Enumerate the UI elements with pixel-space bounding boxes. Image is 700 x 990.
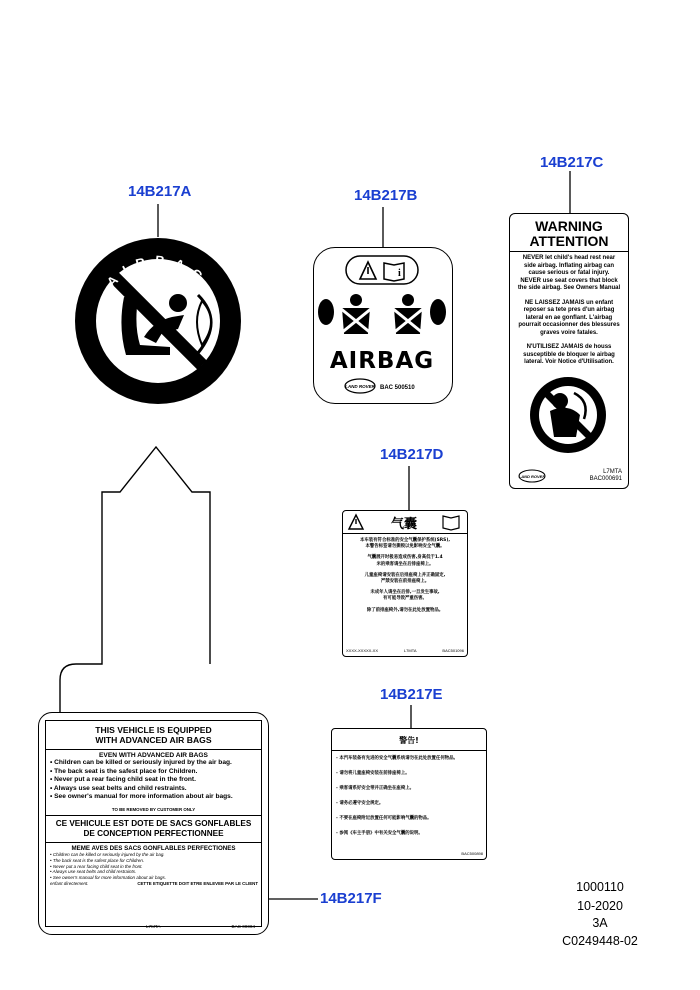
label-f-fr-bullet: • See owner's manual for more information about air bags. bbox=[50, 875, 166, 881]
label-f-inner bbox=[45, 720, 262, 927]
label-e-line: - 乘客请系好安全带并正确坐在座椅上。 bbox=[336, 786, 414, 791]
label-d-line: 除了前排座椅外,请勿在此处放置物品。 bbox=[366, 607, 444, 613]
label-f-fr-bullet: • Children can be killed or seriously injured by the air bag. bbox=[50, 851, 165, 857]
callout-14b217b: 14B217B bbox=[354, 187, 418, 204]
label-c-en-line: the side airbag. See Owners Manual bbox=[517, 285, 621, 291]
callout-14b217a: 14B217A bbox=[128, 183, 192, 200]
label-c-fr-line: pourrait occasionner des blessures bbox=[518, 322, 620, 328]
label-c-english-text bbox=[510, 255, 628, 293]
doc-info-line-2: 10-2020 bbox=[577, 899, 623, 913]
label-c-french-text-2 bbox=[510, 344, 628, 367]
label-c-en-line: NEVER use seat covers that block bbox=[520, 277, 618, 284]
label-f-title-line: WITH ADVANCED AIR BAGS bbox=[95, 735, 212, 745]
label-d-footer-mid: L7MTA bbox=[403, 648, 417, 653]
label-f-fr-title-line: CE VEHICULE EST DOTE DE SACS GONFLABLES bbox=[55, 818, 252, 828]
label-d-footer bbox=[346, 648, 464, 653]
label-f-fr-bullet: • The back seat is the safest place for Children. bbox=[50, 857, 145, 863]
label-f-bullets bbox=[46, 759, 261, 802]
label-14b217e bbox=[331, 728, 487, 860]
label-f-fr-bullet: • Never put a rear facing child seat in the front. bbox=[50, 863, 143, 869]
label-f-fr-bullets bbox=[46, 852, 261, 887]
callout-14b217e: 14B217E bbox=[380, 686, 443, 703]
label-d-line: 本车装有符合标准的安全气囊保护系统(SRS), bbox=[359, 538, 451, 543]
label-f-bullet: • See owner's manual for more information about air bags. bbox=[50, 793, 233, 801]
label-f-removed-en: TO BE REMOVED BY CUSTOMER ONLY bbox=[111, 806, 196, 812]
callout-14b217c: 14B217C bbox=[540, 154, 604, 171]
label-f-title-line: THIS VEHICLE IS EQUIPPED bbox=[95, 725, 212, 735]
label-c-footer bbox=[510, 465, 627, 485]
label-d-line: 严禁安装在前排座椅上。 bbox=[380, 579, 430, 585]
label-c-en-line: side airbag. Inflating airbag can bbox=[523, 262, 615, 269]
label-d-line: 气囊展开时极易造成伤害,身高低于1.4 bbox=[367, 555, 443, 561]
label-f-title bbox=[46, 725, 261, 745]
label-c-fr-line: graves voire fatales. bbox=[540, 329, 598, 336]
label-c-code-2: BAC000691 bbox=[589, 476, 622, 482]
label-d-line: 本警告标签请勿撕毁以免影响安全气囊。 bbox=[365, 544, 445, 550]
label-e-header: 警告! bbox=[399, 736, 419, 745]
label-c-fr-line: susceptible de bloquer le airbag bbox=[523, 351, 615, 358]
label-f-fr-title bbox=[46, 819, 261, 839]
label-f-removed-fr: CETTE ETIQUETTE DOIT ETRE ENLEVEE PAR LE CLIENT bbox=[137, 880, 258, 886]
label-c-title-warning: WARNING bbox=[535, 218, 603, 234]
label-c-fr-line: N'UTILISEZ JAMAIS de houss bbox=[526, 344, 612, 350]
label-b-part-no: BAC 500510 bbox=[380, 385, 415, 391]
label-14b217f bbox=[38, 712, 269, 935]
doc-info-line-1: 1000110 bbox=[576, 880, 624, 894]
callout-14b217d: 14B217D bbox=[380, 446, 444, 463]
label-c-en-line: NEVER let child's head rest near bbox=[522, 255, 616, 261]
label-14b217b bbox=[313, 247, 453, 404]
label-c-en-line: cause serious or fatal injury. bbox=[528, 270, 610, 276]
label-c-french-text-1 bbox=[510, 300, 628, 338]
label-b-graphic bbox=[314, 248, 451, 402]
label-c-fr-line: reposer sa tete pres d'un airbag bbox=[523, 307, 615, 313]
label-f-code-1: L7MTA bbox=[146, 924, 161, 929]
label-a-ring-text: AIRBAG bbox=[103, 252, 213, 290]
label-b-airbag-text: AIRBAG bbox=[329, 348, 435, 374]
airbag-circle-graphic bbox=[74, 237, 242, 405]
label-e-line: - 不要在座椅附近放置任何可能影响气囊的物品。 bbox=[336, 816, 432, 821]
label-f-fr-bullet-text: enfant directement. bbox=[50, 880, 89, 886]
label-e-line: - 请务必遵守安全规定。 bbox=[336, 801, 384, 806]
doc-info-line-4: C0249448-02 bbox=[562, 934, 638, 948]
label-c-logo: LAND ROVER bbox=[518, 474, 546, 479]
callout-14b217f: 14B217F bbox=[320, 890, 382, 907]
label-14b217a bbox=[74, 237, 242, 405]
label-d-line: 有可能导致严重伤害。 bbox=[383, 596, 427, 602]
label-d-body bbox=[343, 534, 467, 614]
label-e-footer: BAC500898 bbox=[461, 851, 483, 856]
label-e-line: - 本汽车装备有先进的安全气囊系统请勿在此处放置任何物品。 bbox=[336, 756, 458, 761]
label-d-footer-right: BAC501096 bbox=[442, 648, 464, 653]
label-f-subtitle: EVEN WITH ADVANCED AIR BAGS bbox=[99, 752, 208, 759]
label-f-code-2: BAC 00004 bbox=[231, 924, 255, 929]
label-f-fr-subtitle: MEME AVES DES SACS GONFLABLES PERFECTIONES bbox=[71, 844, 236, 852]
label-f-fr-bullet bbox=[50, 881, 261, 887]
label-14b217d bbox=[342, 510, 468, 657]
label-b-logo: LAND ROVER bbox=[345, 384, 375, 389]
label-14b217c bbox=[509, 213, 629, 489]
label-c-fr-line: NE LAISSEZ JAMAIS un enfant bbox=[524, 299, 614, 306]
label-d-footer-left: XXXX-XXXXX-XX bbox=[346, 648, 379, 653]
label-d-header-text: 气囊 bbox=[390, 517, 418, 532]
label-c-no-child-icon bbox=[510, 371, 627, 461]
arrow-up-outline bbox=[60, 447, 210, 713]
doc-info-line-3: 3A bbox=[592, 916, 608, 930]
label-f-bullet: • Always use seat belts and child restraints. bbox=[50, 784, 187, 792]
label-f-bullet: • The back seat is the safest place for Children. bbox=[50, 767, 198, 775]
label-d-line: 米的乘客请坐在后排座椅上。 bbox=[376, 561, 434, 567]
label-f-fr-bullet: • Always use seat belts and child restraints. bbox=[50, 869, 137, 875]
label-e-body bbox=[332, 751, 486, 837]
label-c-code-1: L7MTA bbox=[603, 469, 622, 475]
label-e-line: - 请勿将儿童座椅安装在前排座椅上。 bbox=[336, 771, 410, 776]
label-c-fr-line: lateral en ae gonflant. L'airbag bbox=[525, 314, 613, 321]
label-c-fr-line: lateral. Voir Notice d'Utilisation. bbox=[524, 359, 614, 365]
label-d-header bbox=[343, 511, 466, 533]
label-e-line: - 参阅《车主手册》中有关安全气囊的说明。 bbox=[336, 831, 423, 836]
label-f-bullet: • Never put a rear facing child seat in the front. bbox=[50, 776, 196, 784]
svg-text:i: i bbox=[398, 268, 401, 279]
label-c-title-attention: ATTENTION bbox=[529, 233, 609, 249]
label-f-bullet: • Children can be killed or seriously injured by the air bag. bbox=[50, 759, 232, 766]
label-d-line: 儿童座椅请安装在后排座椅上并正确固定, bbox=[364, 572, 446, 578]
label-f-fr-title-line: DE CONCEPTION PERFECTIONNEE bbox=[83, 828, 224, 838]
label-d-line: 未成年人请坐在后排,一旦发生事故, bbox=[370, 590, 440, 596]
